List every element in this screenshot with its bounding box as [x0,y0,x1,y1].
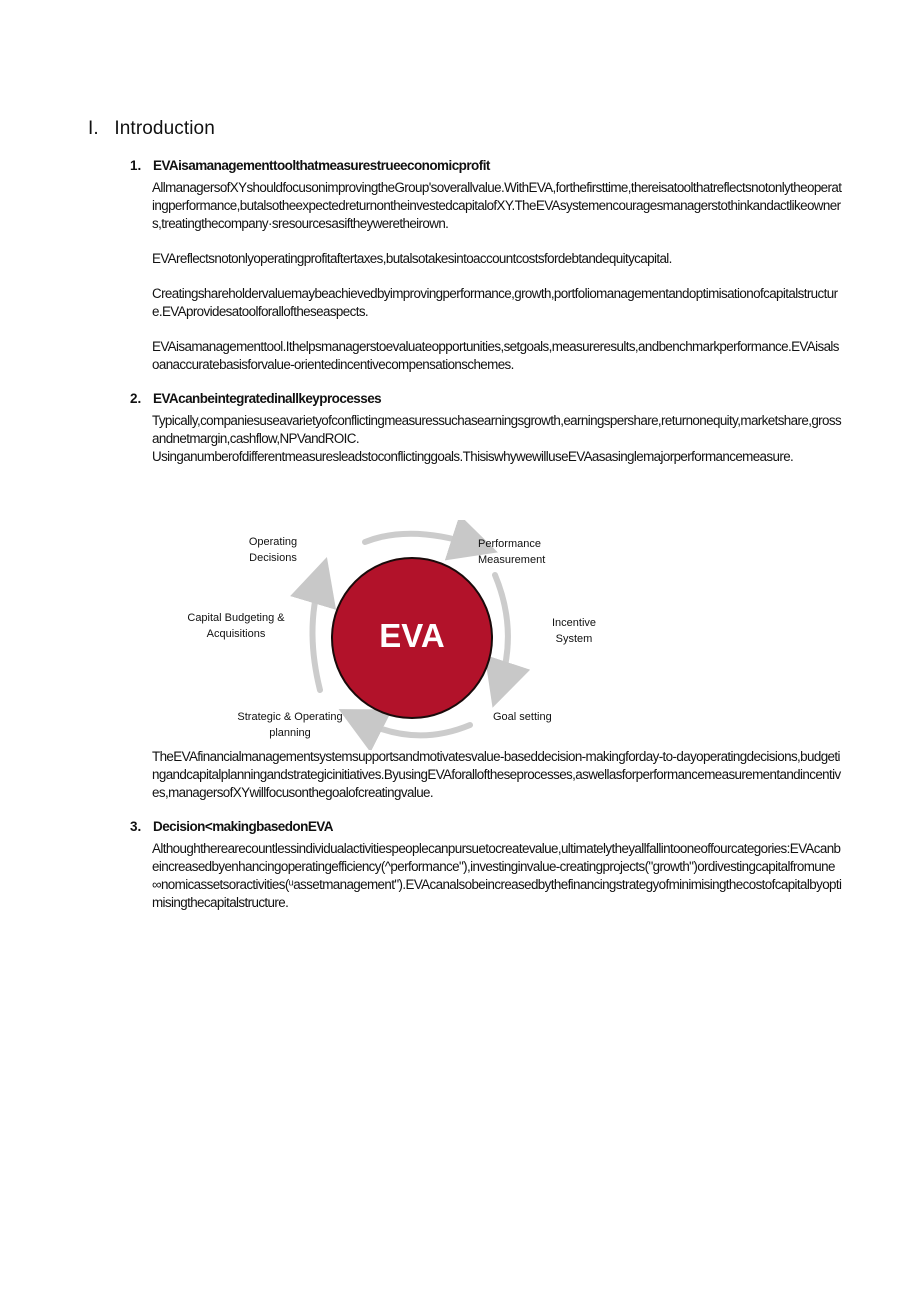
section-1-title [130,158,490,173]
section-1-paragraph-1: AllmanagersofXYshouldfocusonimprovingtheGroup'soverallvalue.WithEVA,forthefirsttime,thereisatoolthatreflectsnotonlytheoperatingperformance,butalsotheexpectedreturnontheinvestedcapitalofXY.TheEVAsystemencouragesmanagerstothinkandactlikeowners,treatingthecompany·sresourcesasiftheyweretheirown. [152,180,842,231]
section-1-paragraph-4: EVAisamanagementtool.Ithelpsmanagerstoevaluateopportunities,setgoals,measureresults,andbenchmarkperformance.EVAisalsoanaccuratebasisforvalue-orientedincentivecompensationschemes. [152,339,839,372]
label-performance-measurement [478,536,545,568]
section-3-number: 3. [130,819,142,834]
section-2-number: 2. [130,391,142,406]
label-goal-setting [493,709,552,725]
heading-title: Introduction [114,118,215,139]
section-2-title [130,391,381,406]
label-line: System [555,633,593,645]
label-strategic-planning [230,709,350,741]
section-2-paragraph-1: Typically,companiesuseavarietyofconflictingmeasuressuchasearningsgrowth,earningspershare,returnonequity,marketshare,grossandnetmargin,cashflow,NPVandROIC. [152,413,842,446]
label-line: Goal setting [493,711,552,723]
section-1-number: 1. [130,158,142,173]
diagram-center-label: EVA [379,617,445,654]
label-line: Decisions [249,552,297,564]
section-2-title-text: EVAcanbeintegratedinallkeyprocesses [153,391,382,406]
label-line: Acquisitions [206,628,266,640]
section-1-title-text: EVAisamanagementtoolthatmeasurestrueeconomicprofit [153,158,490,173]
label-line: Operating [248,536,298,548]
label-incentive-system [542,615,606,647]
label-line: Strategic & Operating [237,711,343,723]
label-line: Capital Budgeting & [187,612,285,624]
heading-number: I. [88,118,99,139]
section-2-after-diagram-paragraph: TheEVAfinancialmanagementsystemsupportsandmotivatesvalue-baseddecision-makingforday-to-dayoperatingdecisions,budgetingandcapitalplanningandstrategicinitiatives.ByusingEVAforalloftheseprocesses,aswellasforperformancemeasurementandincentives,managersofXYwillfocusonthegoalofcreatingvalue. [152,749,841,800]
section-1-paragraph-3: Creatingshareholdervaluemaybeachievedbyimprovingperformance,growth,portfoliomanagementandoptimisationofcapitalstructure.EVAprovidesatoolforalloftheseaspects. [152,286,838,319]
label-line: planning [269,727,311,739]
section-1-paragraph-2: EVAreflectsnotonlyoperatingprofitaftertaxes,butalsotakesintoaccountcostsfordebtandequitycapital. [152,251,672,266]
eva-cycle-diagram [170,520,610,750]
label-operating-decisions [238,534,308,566]
section-3-paragraph-1: Althoughtherearecountlessindividualactivitiespeoplecanpursuetocreatevalue,ultimatelytheyallfallintooneoffourcategories:EVAcanbeincreasedbyenhancingoperatingefficiency(^performance"),investinginvalue-creatingprojects("growth")ordivestingcapitalfromune∞nomicassetsoractivities(ᵘassetmanagement").EVAcanalsobeincreasedbythefinancingstrategyofminimisingthecostofcapitalbyoptimisingthecapitalstructure. [152,841,842,910]
label-line: Measurement [478,554,546,566]
label-line: Incentive [551,617,597,629]
section-heading [88,118,215,140]
label-line: Performance [478,538,541,550]
section-2-paragraph-2: Usinganumberofdifferentmeasuresleadstoconflictinggoals.ThisiswhywewilluseEVAasasinglemajorperformancemeasure. [152,449,794,464]
label-capital-budgeting [180,610,292,642]
section-3-title-text: Decision<makingbasedonEVA [153,819,333,834]
section-3-title [130,819,333,834]
